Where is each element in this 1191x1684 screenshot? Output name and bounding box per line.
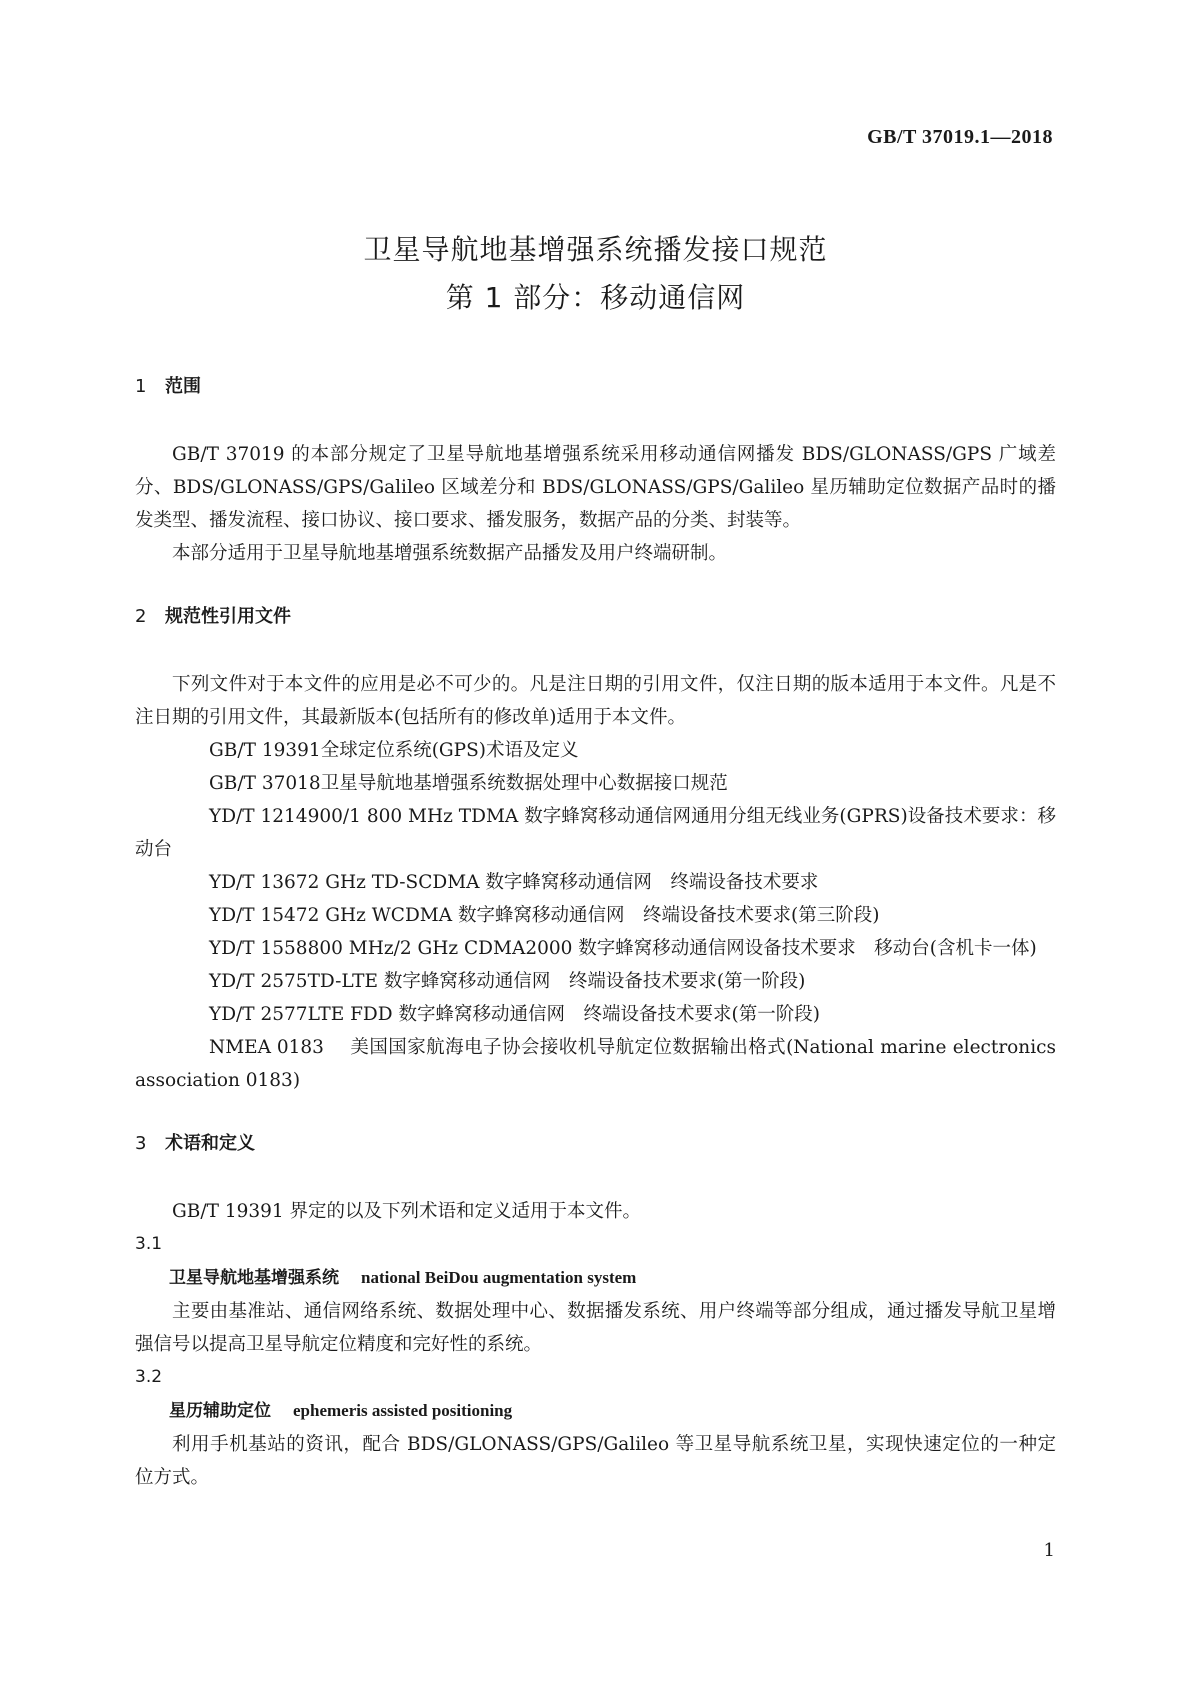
term-en: ephemeris assisted positioning: [293, 1401, 513, 1420]
reference-title: 卫星导航地基增强系统数据处理中心数据接口规范: [320, 773, 728, 794]
section-title: 规范性引用文件: [165, 606, 291, 627]
reference-code: YD/T 2575: [209, 971, 308, 992]
reference-item: [135, 800, 1056, 866]
title-line-2: 第 1 部分：移动通信网: [445, 281, 746, 314]
reference-item: [135, 734, 1056, 767]
reference-code: YD/T 2577: [209, 1004, 308, 1025]
reference-code: YD/T 1214: [209, 806, 308, 827]
normative-intro: 下列文件对于本文件的应用是必不可少的。凡是注日期的引用文件，仅注日期的版本适用于本文件。凡是不注日期的引用文件，其最新版本(包括所有的修改单)适用于本文件。: [135, 674, 1056, 728]
reference-item: [135, 866, 1056, 899]
reference-code: GB/T 19391: [209, 740, 321, 761]
page-number: 1: [1043, 1540, 1055, 1561]
reference-item: [135, 932, 1056, 965]
term-definition: 利用手机基站的资讯，配合 BDS/GLONASS/GPS/Galileo 等卫星导航系统卫星，实现快速定位的一种定位方式。: [135, 1434, 1056, 1488]
reference-code: YD/T 1547: [209, 905, 308, 926]
reference-title: 全球定位系统(GPS)术语及定义: [320, 740, 579, 761]
document-body: [135, 370, 1056, 1494]
reference-code: YD/T 1367: [209, 872, 308, 893]
reference-title: 美国国家航海电子协会接收机导航定位数据输出格式(National marine electronics association 0183): [135, 1037, 1056, 1091]
reference-code: YD/T 1558: [209, 938, 308, 959]
term-heading: [135, 1261, 1056, 1295]
reference-title: 900/1 800 MHz TDMA 数字蜂窝移动通信网通用分组无线业务(GPRS)设备技术要求：移动台: [135, 806, 1056, 860]
reference-item: [135, 899, 1056, 932]
term-definition: 主要由基准站、通信网络系统、数据处理中心、数据播发系统、用户终端等部分组成，通过播发导航卫星增强信号以提高卫星导航定位精度和完好性的系统。: [135, 1301, 1056, 1355]
reference-code: NMEA 0183: [209, 1037, 324, 1058]
section-number: 3: [135, 1133, 147, 1154]
scope-paragraph: GB/T 37019 的本部分规定了卫星导航地基增强系统采用移动通信网播发 BDS/GLONASS/GPS 广域差分、BDS/GLONASS/GPS/Galileo 区域差分和 BDS/GLONASS/GPS/Galileo 星历辅助定位数据产品时的播发类型、播发流程、接口协议、接口要求、播发服务，数据产品的分类、封装等。: [135, 444, 1056, 531]
section-3-heading: [135, 1127, 1056, 1160]
section-2-heading: [135, 600, 1056, 633]
standard-number: GB/T 37019.1—2018: [867, 126, 1053, 148]
section-number: 1: [135, 376, 147, 397]
document-title: [0, 226, 1191, 322]
section-title: 范围: [165, 376, 201, 397]
title-line-1: 卫星导航地基增强系统播发接口规范: [363, 233, 828, 266]
reference-title: 2 GHz TD-SCDMA 数字蜂窝移动通信网 终端设备技术要求: [307, 872, 819, 893]
reference-title: LTE FDD 数字蜂窝移动通信网 终端设备技术要求(第一阶段): [307, 1004, 820, 1025]
term-zh: 星历辅助定位: [169, 1401, 271, 1421]
term-number: 3.2: [135, 1367, 163, 1387]
term-heading: [135, 1394, 1056, 1428]
reference-title: TD-LTE 数字蜂窝移动通信网 终端设备技术要求(第一阶段): [307, 971, 806, 992]
reference-title: 2 GHz WCDMA 数字蜂窝移动通信网 终端设备技术要求(第三阶段): [307, 905, 880, 926]
reference-item: [135, 1031, 1056, 1097]
term-en: national BeiDou augmentation system: [361, 1268, 637, 1287]
term-zh: 卫星导航地基增强系统: [169, 1268, 339, 1288]
reference-item: [135, 965, 1056, 998]
terms-intro: GB/T 19391 界定的以及下列术语和定义适用于本文件。: [172, 1201, 642, 1222]
applicability-paragraph: 本部分适用于卫星导航地基增强系统数据产品播发及用户终端研制。: [172, 543, 728, 564]
section-number: 2: [135, 606, 147, 627]
reference-title: 800 MHz/2 GHz CDMA2000 数字蜂窝移动通信网设备技术要求 移动台(含机卡一体): [307, 938, 1037, 959]
reference-item: [135, 998, 1056, 1031]
reference-code: GB/T 37018: [209, 773, 321, 794]
reference-item: [135, 767, 1056, 800]
section-1-heading: [135, 370, 1056, 403]
section-title: 术语和定义: [165, 1133, 255, 1154]
term-number: 3.1: [135, 1234, 163, 1254]
